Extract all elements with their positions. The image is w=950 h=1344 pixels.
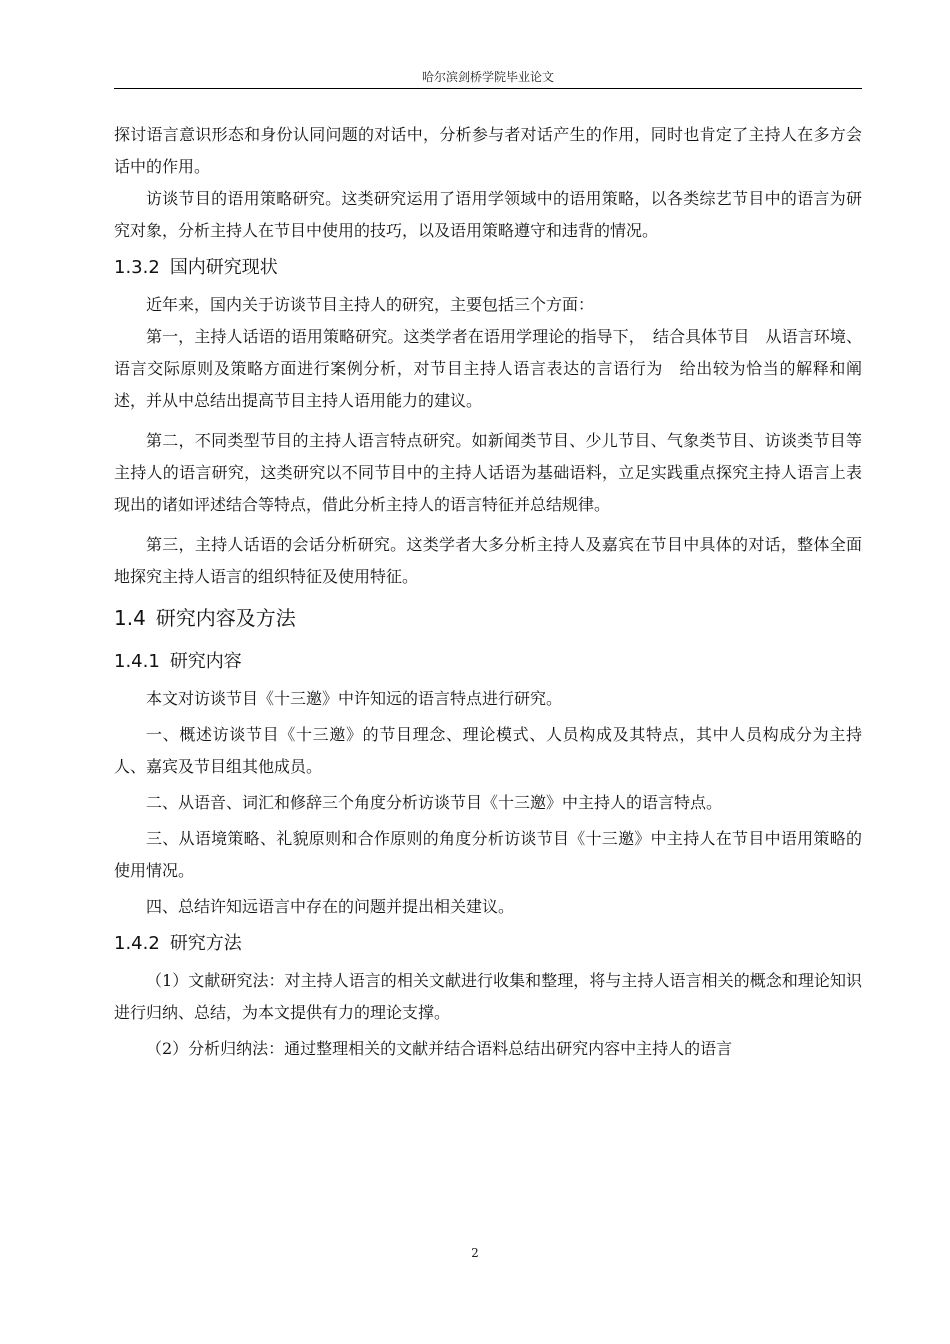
paragraph-third-aspect: 第三，主持人话语的会话分析研究。这类学者大多分析主持人及嘉宾在节目中具体的对话，整体全面地探究主持人语言的组织特征及使用特征。 xyxy=(114,535,862,586)
section-title: 研究方法 xyxy=(169,933,242,954)
paragraph-content-item-1: 一、概述访谈节目《十三邀》的节目理念、理论模式、人员构成及其特点，其中人员构成分为主持人、嘉宾及节目组其他成员。 xyxy=(114,725,862,776)
page-number: 2 xyxy=(471,1246,479,1260)
paragraph-first-aspect: 第一，主持人话语的语用策略研究。这类学者在语用学理论的指导下， 结合具体节目 从语言环境、语言交际原则及策略方面进行案例分析，对节目主持人语言表达的言语行为 给出较为恰当的解释和阐述，并从中总结出提高节目主持人语用能力的建议。 xyxy=(114,327,862,410)
paragraph-research-intro: 本文对访谈节目《十三邀》中许知远的语言特点进行研究。 xyxy=(146,689,563,708)
section-number: 1.4.2 xyxy=(114,933,160,954)
paragraph-content-item-3: 三、从语境策略、礼貌原则和合作原则的角度分析访谈节目《十三邀》中主持人在节目中语用策略的使用情况。 xyxy=(114,829,862,880)
section-number: 1.4.1 xyxy=(114,651,160,672)
section-title: 国内研究现状 xyxy=(169,257,278,278)
section-heading-1-4 xyxy=(114,593,862,641)
paragraph-second-aspect: 第二，不同类型节目的主持人语言特点研究。如新闻类节目、少儿节目、气象类节目、访谈类节目等主持人的语言研究，这类研究以不同节目中的主持人话语为基础语料，立足实践重点探究主持人语言上表现出的诸如评述结合等特点，借此分析主持人的语言特征并总结规律。 xyxy=(114,431,862,514)
paragraph-pragmatic-strategy: 访谈节目的语用策略研究。这类研究运用了语用学领域中的语用策略，以各类综艺节目中的语言为研究对象，分析主持人在节目中使用的技巧，以及语用策略遵守和违背的情况。 xyxy=(114,189,862,240)
paragraph-method-literature: （1）文献研究法：对主持人语言的相关文献进行收集和整理，将与主持人语言相关的概念和理论知识进行归纳、总结，为本文提供有力的理论支撑。 xyxy=(114,971,862,1022)
paragraph-continued: 探讨语言意识形态和身份认同问题的对话中，分析参与者对话产生的作用，同时也肯定了主持人在多方会话中的作用。 xyxy=(114,125,862,176)
section-title: 研究内容及方法 xyxy=(155,606,296,630)
paragraph-content-item-4: 四、总结许知远语言中存在的问题并提出相关建议。 xyxy=(146,897,515,916)
paragraph-content-item-2: 二、从语音、词汇和修辞三个角度分析访谈节目《十三邀》中主持人的语言特点。 xyxy=(146,793,723,812)
document-body xyxy=(114,119,862,1065)
section-number: 1.3.2 xyxy=(114,257,160,278)
section-number: 1.4 xyxy=(114,606,146,630)
paragraph-domestic-intro: 近年来，国内关于访谈节目主持人的研究，主要包括三个方面： xyxy=(146,295,595,314)
section-heading-1-4-2 xyxy=(114,923,862,965)
section-title: 研究内容 xyxy=(169,651,242,672)
page-header: 哈尔滨剑桥学院毕业论文 xyxy=(114,66,862,89)
section-heading-1-3-2 xyxy=(114,247,862,289)
paragraph-method-analysis: （2）分析归纳法：通过整理相关的文献并结合语料总结出研究内容中主持人的语言 xyxy=(146,1039,733,1058)
section-heading-1-4-1 xyxy=(114,641,862,683)
